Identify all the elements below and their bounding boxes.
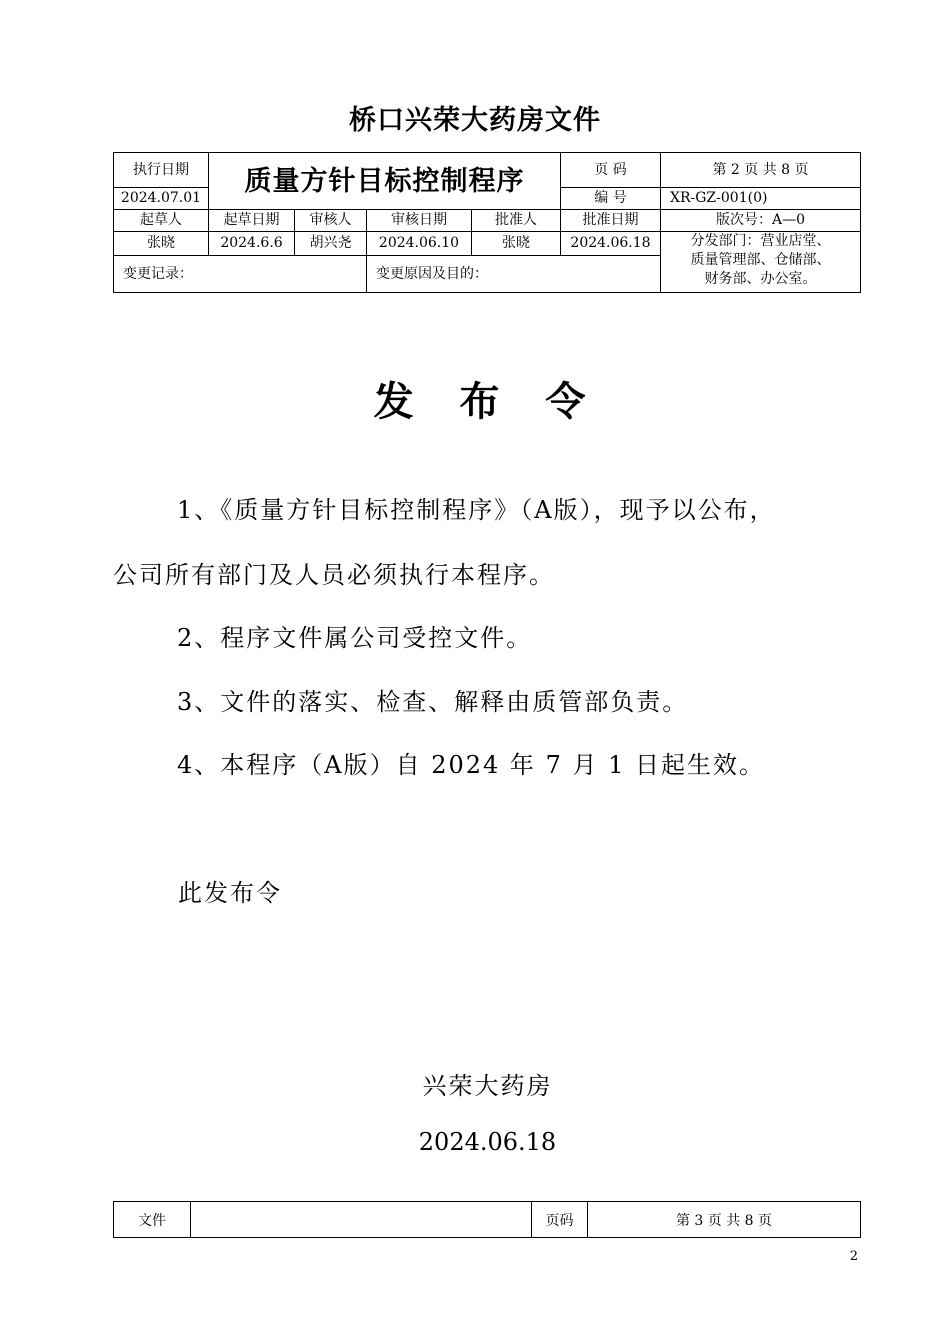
page-number: 2 — [849, 1249, 858, 1264]
number-value: XR-GZ-001(0) — [661, 188, 861, 210]
version-number: 版次号：A—0 — [661, 210, 861, 232]
paragraph-1-line-1: 1、《质量方针目标控制程序》（A版），现予以公布， — [177, 496, 776, 524]
review-date-label: 审核日期 — [367, 210, 472, 232]
issuing-organization: 兴荣大药房 — [422, 1072, 553, 1100]
change-record-label: 变更记录： — [114, 256, 367, 293]
footer-page-label: 页码 — [532, 1202, 588, 1238]
decree-title: 发 布 令 — [373, 378, 602, 425]
paragraph-1-line-2: 公司所有部门及人员必须执行本程序。 — [113, 561, 555, 589]
closing-text: 此发布令 — [178, 879, 282, 907]
reviewer-label: 审核人 — [295, 210, 367, 232]
draft-date-label: 起草日期 — [209, 210, 295, 232]
distribution-line: 财务部、办公室。 — [704, 271, 817, 287]
draft-date: 2024.6.6 — [209, 232, 295, 256]
document-name: 质量方针目标控制程序 — [209, 153, 561, 210]
paragraph-4: 4、本程序（A版）自 2024 年 7 月 1 日起生效。 — [177, 751, 765, 779]
page-label: 页 码 — [561, 153, 661, 188]
page-value: 第 2 页 共 8 页 — [661, 153, 861, 188]
exec-date-label: 执行日期 — [114, 153, 209, 188]
approver-name: 张晓 — [472, 232, 561, 256]
footer-table — [113, 1201, 861, 1238]
distribution-departments — [661, 232, 861, 293]
approver-label: 批准人 — [472, 210, 561, 232]
footer-page-value: 第 3 页 共 8 页 — [588, 1202, 861, 1238]
paragraph-2: 2、程序文件属公司受控文件。 — [177, 624, 533, 652]
approve-date: 2024.06.18 — [561, 232, 661, 256]
drafter-name: 张晓 — [114, 232, 209, 256]
distribution-line: 分发部门：营业店堂、 — [690, 233, 831, 249]
drafter-label: 起草人 — [114, 210, 209, 232]
approve-date-label: 批准日期 — [561, 210, 661, 232]
distribution-line: 质量管理部、仓储部、 — [690, 252, 831, 268]
document-control-table — [113, 152, 861, 293]
footer-file-value — [191, 1202, 532, 1238]
number-label: 编 号 — [561, 188, 661, 210]
reviewer-name: 胡兴尧 — [295, 232, 367, 256]
change-reason-label: 变更原因及目的： — [367, 256, 661, 293]
header-title: 桥口兴荣大药房文件 — [349, 105, 601, 136]
review-date: 2024.06.10 — [367, 232, 472, 256]
issue-date: 2024.06.18 — [418, 1128, 557, 1156]
footer-file-label: 文件 — [114, 1202, 191, 1238]
exec-date-value: 2024.07.01 — [114, 188, 209, 210]
paragraph-3: 3、文件的落实、检查、解释由质管部负责。 — [177, 688, 689, 716]
